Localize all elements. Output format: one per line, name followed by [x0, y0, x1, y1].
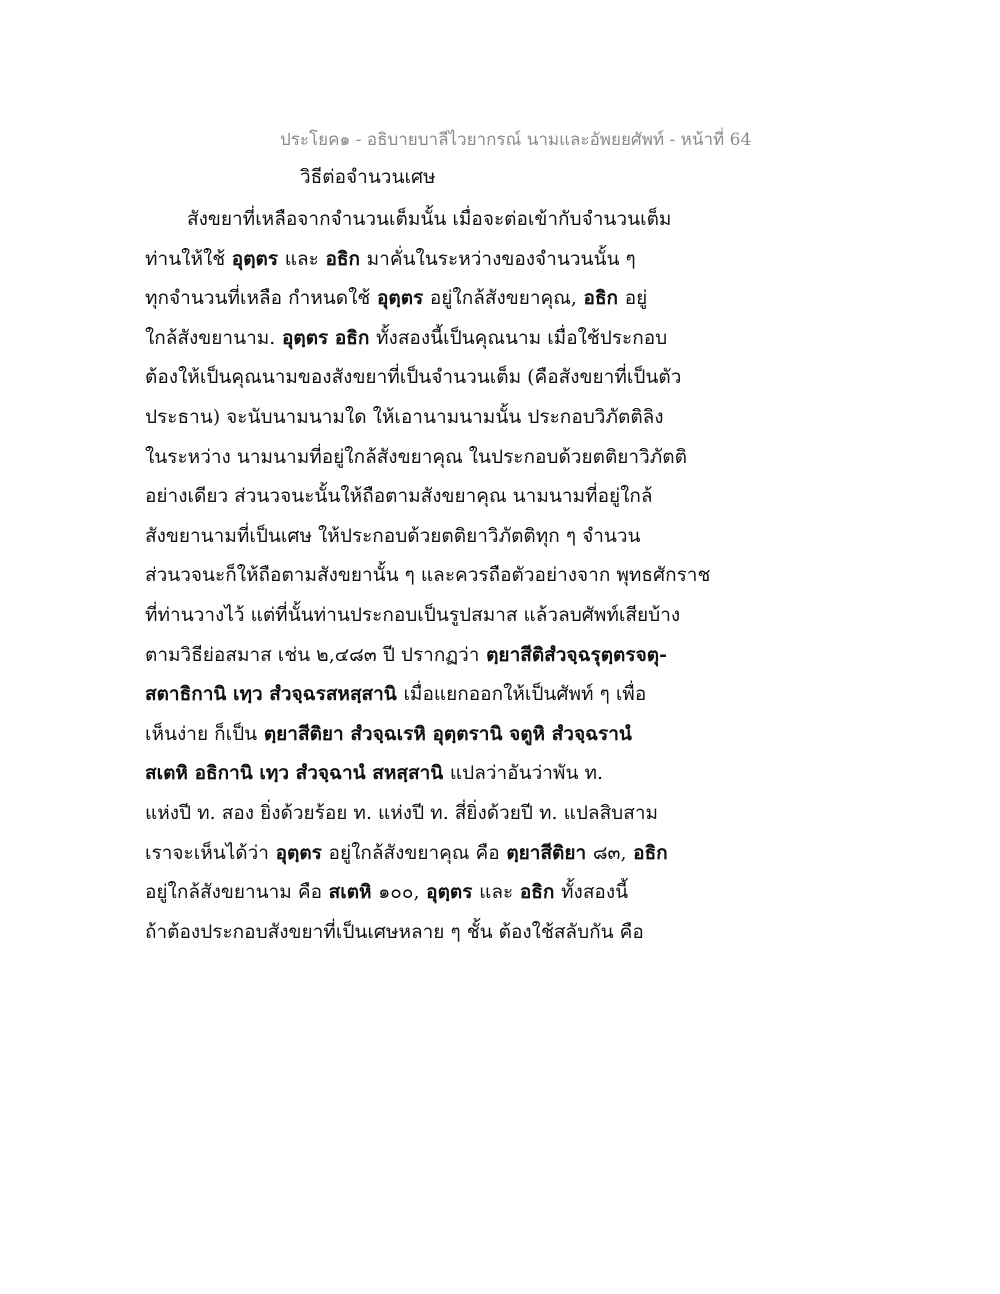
- text-segment: แห่งปี ท. สอง ยิ่งด้วยร้อย ท. แห่งปี ท. สี่ยิ่งด้วยปี ท. แปลสิบสาม: [145, 801, 659, 824]
- bold-term: อุตฺตร: [426, 881, 473, 904]
- text-segment: เราจะเห็นได้ว่า: [145, 841, 269, 864]
- bold-term: อุตฺตร: [376, 287, 424, 310]
- bold-term: อุตฺตร อธิก: [281, 326, 370, 349]
- text-line: [145, 438, 845, 478]
- text-segment: อย่างเดียว ส่วนวจนะนั้นให้ถือตามสังขยาคุณ นามนามที่อยู่ใกล้: [145, 485, 653, 508]
- text-line: [145, 715, 845, 755]
- bold-term: อธิก: [583, 287, 619, 310]
- bold-term: ตฺยาสีติยา: [506, 841, 587, 864]
- bold-term: อธิก: [325, 247, 360, 270]
- text-segment: อยู่ใกล้สังขยาคุณ คือ: [328, 841, 500, 864]
- text-line: [145, 279, 845, 319]
- text-segment: ใกล้สังขยานาม.: [145, 326, 276, 349]
- text-segment: ตามวิธีย่อสมาส เช่น ๒,๔๘๓ ปี ปรากฏว่า: [145, 643, 480, 666]
- text-segment: สังขยาที่เหลือจากจำนวนเต็มนั้น เมื่อจะต่อเข้ากับจำนวนเต็ม: [187, 208, 672, 230]
- text-line: [145, 556, 845, 596]
- text-segment: ถ้าต้องประกอบสังขยาที่เป็นเศษหลาย ๆ ชั้น ต้องใช้สลับกัน คือ: [145, 920, 644, 943]
- section-title: วิธีต่อจำนวนเศษ: [300, 166, 436, 188]
- bold-term: อธิก: [519, 881, 555, 904]
- text-segment: เห็นง่าย ก็เป็น: [145, 722, 258, 745]
- bold-term: ตฺยาสีติยา สํวจฺฉเรหิ อุตฺตรานิ จตูหิ สํวจฺฉรานํ: [263, 722, 632, 745]
- text-segment: ท่านให้ใช้: [145, 247, 226, 270]
- bold-term: ตฺยาสีติสํวจฺฉรุตฺตรจตุ-: [486, 643, 667, 666]
- text-segment: ทั้งสองนี้เป็นคุณนาม เมื่อใช้ประกอบ: [376, 326, 668, 349]
- running-header: ประโยค๑ - อธิบายบาลีไวยากรณ์ นามและอัพยยศัพท์ - หน้าที่ 64: [280, 130, 752, 150]
- text-segment: เมื่อแยกออกให้เป็นศัพท์ ๆ เพื่อ: [403, 683, 647, 706]
- text-line: [145, 596, 845, 636]
- text-line: [145, 398, 845, 438]
- text-segment: ต้องให้เป็นคุณนามของสังขยาที่เป็นจำนวนเต็ม (คือสังขยาที่เป็นตัว: [145, 366, 682, 389]
- bold-term: อธิก: [633, 841, 668, 864]
- text-segment: ในระหว่าง นามนามที่อยู่ใกล้สังขยาคุณ ในประกอบด้วยตติยาวิภัตติ: [145, 445, 687, 468]
- text-segment: ๑๐๐,: [378, 881, 420, 904]
- text-segment: ๘๓,: [592, 841, 627, 864]
- text-line: [145, 636, 845, 676]
- body-text: [145, 200, 845, 952]
- text-segment: อยู่ใกล้สังขยาคุณ,: [429, 287, 577, 310]
- text-segment: ทั้งสองนี้: [561, 881, 629, 904]
- text-line: [145, 754, 845, 794]
- bold-term: สเตหิ: [328, 881, 372, 904]
- bold-term: อุตฺตร: [231, 247, 279, 270]
- text-line: [145, 913, 845, 953]
- text-segment: สังขยานามที่เป็นเศษ ให้ประกอบด้วยตติยาวิภัตติทุก ๆ จำนวน: [145, 524, 641, 547]
- bold-term: สตาธิกานิ เทฺว สํวจฺฉรสหสฺสานิ: [145, 683, 397, 706]
- text-line: [145, 794, 845, 834]
- text-segment: และ: [284, 247, 319, 270]
- bold-term: อุตฺตร: [275, 841, 322, 864]
- text-line: [145, 675, 845, 715]
- text-segment: ที่ท่านวางไว้ แต่ที่นั้นท่านประกอบเป็นรูปสมาส แล้วลบศัพท์เสียบ้าง: [145, 603, 681, 626]
- text-line: [145, 834, 845, 874]
- text-line: [145, 477, 845, 517]
- text-segment: มาคั่นในระหว่างของจำนวนนั้น ๆ: [366, 247, 636, 270]
- text-line: [145, 319, 845, 359]
- text-segment: แปลว่าอันว่าพัน ท.: [449, 762, 604, 785]
- text-segment: อยู่ใกล้สังขยานาม คือ: [145, 881, 322, 904]
- text-segment: ประธาน) จะนับนามนามใด ให้เอานามนามนั้น ประกอบวิภัตติลิง: [145, 405, 664, 428]
- text-line: [145, 200, 845, 240]
- text-line: [145, 240, 845, 280]
- text-segment: อยู่: [624, 287, 648, 310]
- text-line: [145, 517, 845, 557]
- text-line: [145, 358, 845, 398]
- text-segment: ส่วนวจนะก็ให้ถือตามสังขยานั้น ๆ และควรถือตัวอย่างจาก พุทธศักราช: [145, 564, 711, 587]
- bold-term: สเตหิ อธิกานิ เทฺว สํวจฺฉานํ สหสฺสานิ: [145, 762, 444, 785]
- text-segment: และ: [479, 881, 514, 904]
- text-segment: ทุกจำนวนที่เหลือ กำหนดใช้: [145, 287, 371, 310]
- text-line: [145, 873, 845, 913]
